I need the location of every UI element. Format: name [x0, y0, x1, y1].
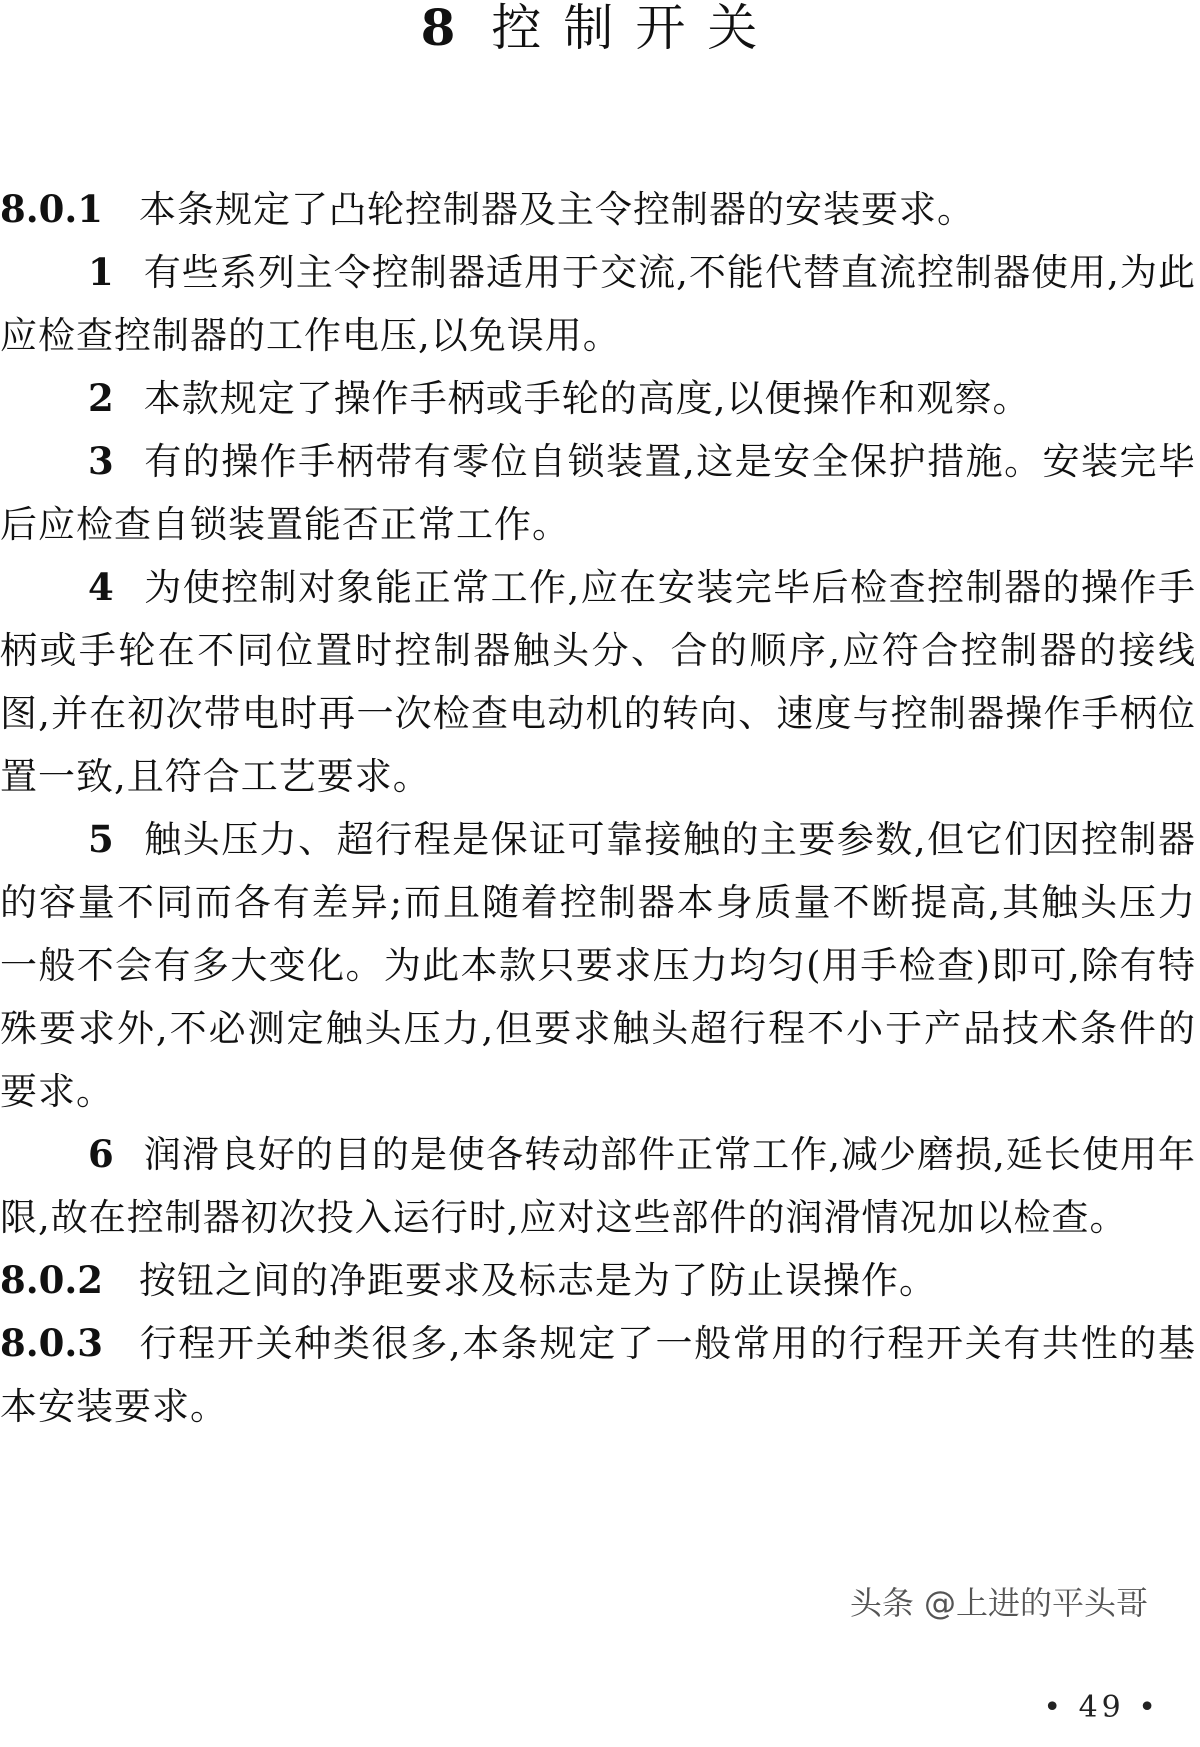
- item-text: 本款规定了操作手柄或手轮的高度,以便操作和观察。: [143, 377, 1031, 420]
- item-2: [0, 367, 1196, 430]
- item-number: 1: [88, 250, 114, 294]
- clause-8-0-1: [0, 178, 1196, 241]
- item-number: 4: [88, 565, 114, 609]
- clause-text: 本条规定了凸轮控制器及主令控制器的安装要求。: [139, 188, 975, 231]
- clause-8-0-2: [0, 1249, 1196, 1312]
- page-number: • 49 •: [1043, 1690, 1160, 1725]
- chapter-title: [0, 0, 1200, 60]
- item-3: [0, 430, 1196, 556]
- item-text: 有些系列主令控制器适用于交流,不能代替直流控制器使用,为此应检查控制器的工作电压,以免误用。: [0, 251, 1196, 357]
- clause-text: 行程开关种类很多,本条规定了一般常用的行程开关有共性的基本安装要求。: [0, 1322, 1196, 1428]
- clause-text: 按钮之间的净距要求及标志是为了防止误操作。: [139, 1259, 937, 1302]
- clause-8-0-3: [0, 1312, 1196, 1438]
- item-4: [0, 556, 1196, 808]
- document-body: [0, 178, 1196, 1438]
- item-5: [0, 808, 1196, 1123]
- item-text: 润滑良好的目的是使各转动部件正常工作,减少磨损,延长使用年限,故在控制器初次投入运行时,应对这些部件的润滑情况加以检查。: [0, 1133, 1196, 1239]
- item-1: [0, 241, 1196, 367]
- chapter-number: 8: [420, 0, 456, 57]
- watermark: 头条 @上进的平头哥: [849, 1584, 1148, 1622]
- clause-number: 8.0.2: [0, 1258, 103, 1302]
- clause-number: 8.0.1: [0, 187, 103, 231]
- item-text: 为使控制对象能正常工作,应在安装完毕后检查控制器的操作手柄或手轮在不同位置时控制器触头分、合的顺序,应符合控制器的接线图,并在初次带电时再一次检查电动机的转向、速度与控制器操作手柄位置一致,且符合工艺要求。: [0, 566, 1196, 798]
- item-text: 触头压力、超行程是保证可靠接触的主要参数,但它们因控制器的容量不同而各有差异;而且随着控制器本身质量不断提高,其触头压力一般不会有多大变化。为此本款只要求压力均匀(用手检查)即可,除有特殊要求外,不必测定触头压力,但要求触头超行程不小于产品技术条件的要求。: [0, 818, 1196, 1113]
- item-6: [0, 1123, 1196, 1249]
- item-number: 2: [88, 376, 114, 420]
- chapter-title-text: 控制开关: [491, 0, 780, 57]
- item-number: 3: [88, 439, 114, 483]
- item-number: 6: [88, 1132, 114, 1176]
- clause-number: 8.0.3: [0, 1321, 103, 1365]
- item-text: 有的操作手柄带有零位自锁装置,这是安全保护措施。安装完毕后应检查自锁装置能否正常工作。: [0, 440, 1196, 546]
- item-number: 5: [88, 817, 114, 861]
